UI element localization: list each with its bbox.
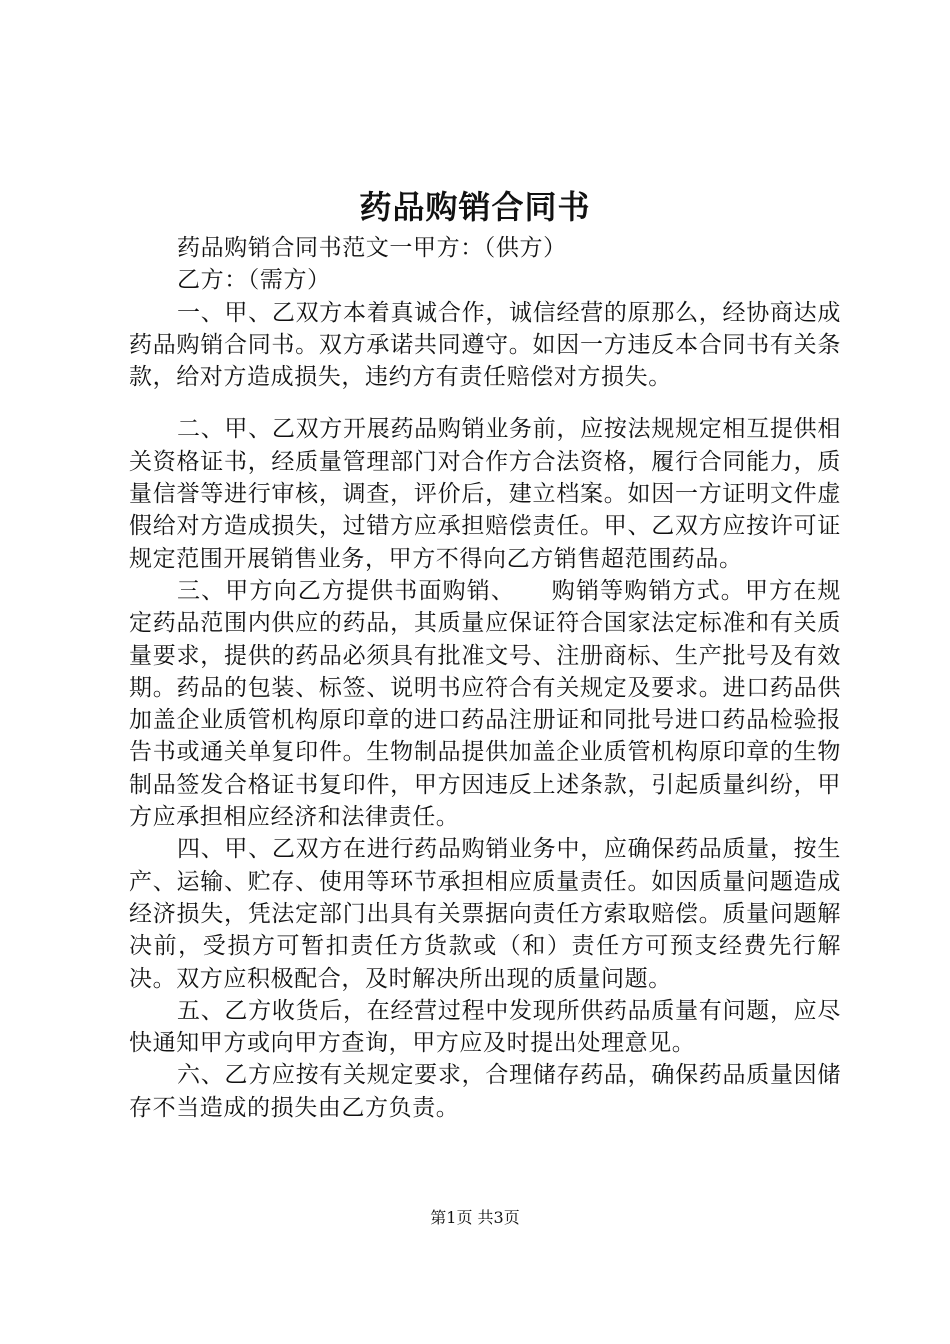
paragraph-party-a: 药品购销合同书范文一甲方：（供方） — [177, 235, 567, 261]
page-footer: 第1页 共3页 — [430, 1208, 520, 1227]
paragraph-clause-3: 三、甲方向乙方提供书面购销、 购销等购销方式。甲方在规定药品范围内供应的药品，其质量应保证符合国家法定标准和有关质量要求，提供的药品必须具有批准文号、注册商标、生产批号及有效期。药品的包装、标签、说明书应符合有关规定及要求。进口药品供加盖企业质管机构原印章的进口药品注册证和同批号进口药品检验报告书或通关单复印件。生物制品提供加盖企业质管机构原印章的生物制品签发合格证书复印件，甲方因违反上述条款，引起质量纠纷，甲方应承担相应经济和法律责任。 — [129, 577, 841, 831]
paragraph-clause-4: 四、甲、乙双方在进行药品购销业务中，应确保药品质量，按生产、运输、贮存、使用等环节承担相应质量责任。如因质量问题造成经济损失，凭法定部门出具有关票据向责任方索取赔偿。质量问题解决前，受损方可暂扣责任方货款或（和）责任方可预支经费先行解决。双方应积极配合，及时解决所出现的质量问题。 — [129, 836, 841, 992]
paragraph-clause-1: 一、甲、乙双方本着真诚合作，诚信经营的原那么，经协商达成药品购销合同书。双方承诺共同遵守。如因一方违反本合同书有关条款，给对方造成损失，违约方有责任赔偿对方损失。 — [129, 299, 841, 391]
document-title: 药品购销合同书 — [359, 188, 591, 226]
paragraph-clause-6: 六、乙方应按有关规定要求，合理储存药品，确保药品质量因储存不当造成的损失由乙方负责。 — [129, 1062, 841, 1121]
document-body — [129, 232, 841, 1124]
paragraph-clause-2: 二、甲、乙双方开展药品购销业务前，应按法规规定相互提供相关资格证书，经质量管理部门对合作方合法资格，履行合同能力，质量信誉等进行审核，调查，评价后，建立档案。如因一方证明文件虚假给对方造成损失，过错方应承担赔偿责任。甲、乙双方应按许可证规定范围开展销售业务，甲方不得向乙方销售超范围药品。 — [129, 416, 841, 572]
paragraph-party-b: 乙方：（需方） — [177, 267, 331, 294]
paragraph-clause-5: 五、乙方收货后，在经营过程中发现所供药品质量有问题，应尽快通知甲方或向甲方查询，甲方应及时提出处理意见。 — [129, 997, 841, 1057]
